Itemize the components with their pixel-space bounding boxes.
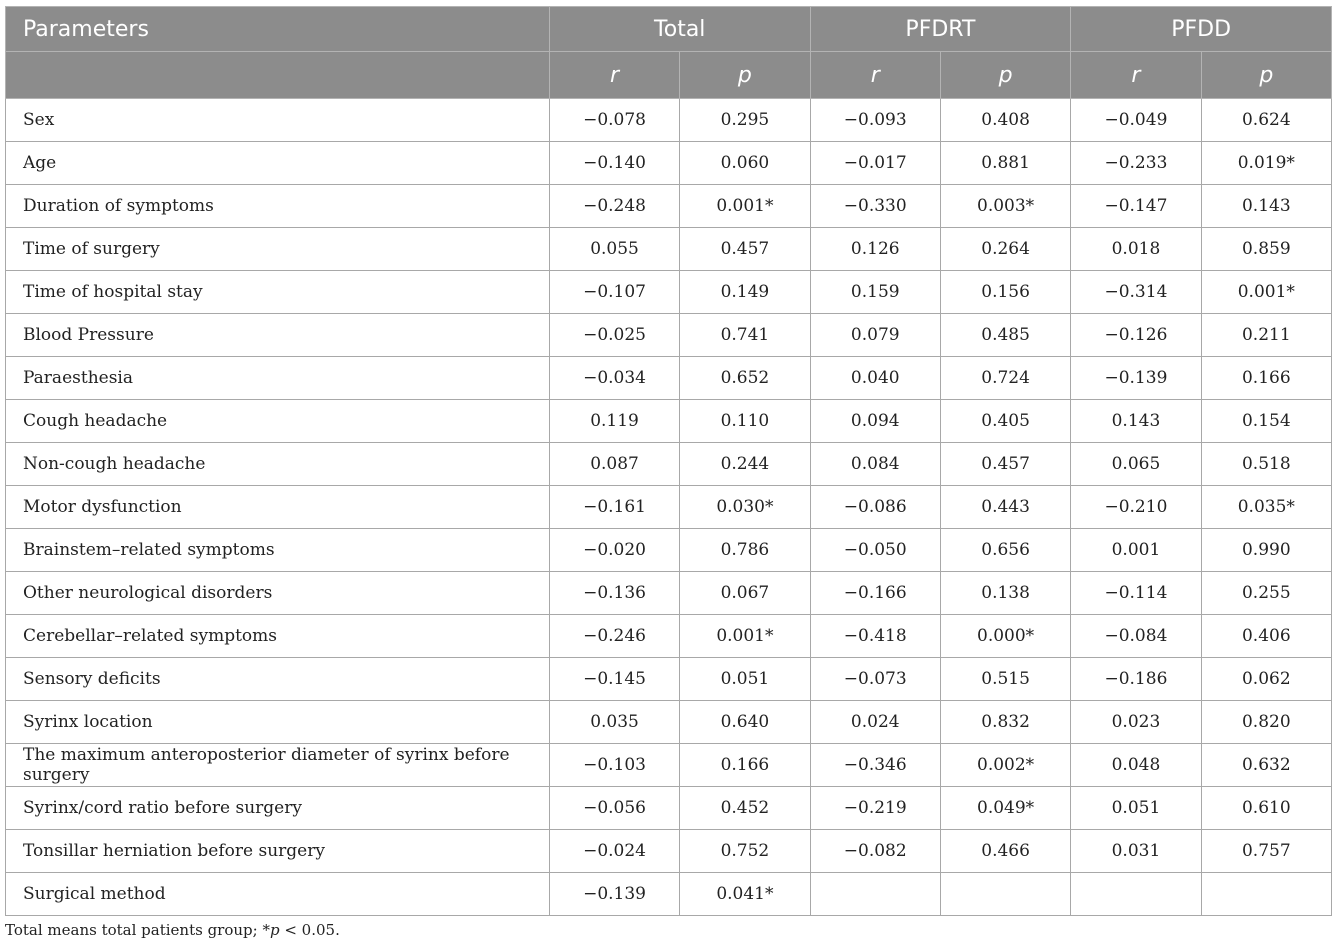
r-value-cell: −0.078	[549, 99, 679, 142]
r-value-cell: 0.040	[810, 357, 940, 400]
p-value-cell: 0.166	[680, 744, 810, 787]
table-row	[6, 658, 1332, 701]
p-value-cell: 0.035*	[1201, 486, 1331, 529]
r-value-cell: −0.418	[810, 615, 940, 658]
r-value-cell: 0.048	[1071, 744, 1201, 787]
r-value-cell: −0.210	[1071, 486, 1201, 529]
p-value-cell: 0.632	[1201, 744, 1331, 787]
table-row	[6, 830, 1332, 873]
r-value-cell: −0.086	[810, 486, 940, 529]
table-row	[6, 228, 1332, 271]
p-value-cell: 0.003*	[940, 185, 1070, 228]
p-value-cell: 0.832	[940, 701, 1070, 744]
p-value-cell: 0.518	[1201, 443, 1331, 486]
table-row	[6, 787, 1332, 830]
parameter-name-cell: Cough headache	[6, 400, 550, 443]
r-value-cell: 0.065	[1071, 443, 1201, 486]
r-value-cell: −0.093	[810, 99, 940, 142]
r-value-cell: 0.001	[1071, 529, 1201, 572]
header-row-groups	[6, 7, 1332, 52]
parameters-header: Parameters	[6, 7, 550, 52]
p-value-cell: 0.405	[940, 400, 1070, 443]
r-value-cell: −0.186	[1071, 658, 1201, 701]
r-value-cell	[1071, 873, 1201, 916]
table-row	[6, 400, 1332, 443]
p-value-cell: 0.406	[1201, 615, 1331, 658]
p-value-cell: 0.149	[680, 271, 810, 314]
p-value-cell: 0.295	[680, 99, 810, 142]
parameter-name-cell: The maximum anteroposterior diameter of syrinx before surgery	[6, 744, 550, 787]
r-value-cell: 0.035	[549, 701, 679, 744]
p-value-cell: 0.143	[1201, 185, 1331, 228]
table-row	[6, 701, 1332, 744]
p-value-cell: 0.001*	[680, 615, 810, 658]
parameter-name-cell: Age	[6, 142, 550, 185]
table-footnote	[5, 921, 340, 939]
r-value-cell: −0.139	[1071, 357, 1201, 400]
parameter-name-cell: Syrinx location	[6, 701, 550, 744]
p-value-cell: 0.610	[1201, 787, 1331, 830]
parameter-name-cell: Tonsillar herniation before surgery	[6, 830, 550, 873]
r-value-cell: 0.024	[810, 701, 940, 744]
parameter-name-cell: Sex	[6, 99, 550, 142]
group-header-pfdrt: PFDRT	[810, 7, 1071, 52]
p-value-cell: 0.211	[1201, 314, 1331, 357]
table-row	[6, 529, 1332, 572]
p-value-cell: 0.640	[680, 701, 810, 744]
p-value-cell: 0.859	[1201, 228, 1331, 271]
r-value-cell: 0.051	[1071, 787, 1201, 830]
parameter-name-cell: Paraesthesia	[6, 357, 550, 400]
r-value-cell: 0.159	[810, 271, 940, 314]
results-table	[5, 6, 1332, 916]
p-value-cell: 0.110	[680, 400, 810, 443]
r-value-cell: 0.087	[549, 443, 679, 486]
p-value-cell: 0.067	[680, 572, 810, 615]
p-value-cell: 0.049*	[940, 787, 1070, 830]
parameter-name-cell: Brainstem–related symptoms	[6, 529, 550, 572]
parameter-name-cell: Duration of symptoms	[6, 185, 550, 228]
p-value-cell: 0.457	[940, 443, 1070, 486]
r-value-cell: −0.114	[1071, 572, 1201, 615]
r-value-cell: −0.248	[549, 185, 679, 228]
table-row	[6, 486, 1332, 529]
p-value-cell: 0.457	[680, 228, 810, 271]
table-row	[6, 142, 1332, 185]
r-value-cell: −0.246	[549, 615, 679, 658]
r-value-cell: −0.082	[810, 830, 940, 873]
p-value-cell	[940, 873, 1070, 916]
p-value-cell: 0.757	[1201, 830, 1331, 873]
r-value-cell: −0.346	[810, 744, 940, 787]
r-value-cell: −0.219	[810, 787, 940, 830]
r-value-cell: −0.161	[549, 486, 679, 529]
r-value-cell: −0.103	[549, 744, 679, 787]
r-value-cell: −0.166	[810, 572, 940, 615]
subcol-header: r	[810, 52, 940, 99]
table-body	[6, 99, 1332, 916]
table-row	[6, 99, 1332, 142]
p-value-cell: 0.051	[680, 658, 810, 701]
table-row	[6, 314, 1332, 357]
p-value-cell: 0.000*	[940, 615, 1070, 658]
p-value-cell: 0.255	[1201, 572, 1331, 615]
r-value-cell: 0.094	[810, 400, 940, 443]
r-value-cell: −0.017	[810, 142, 940, 185]
p-value-cell: 0.001*	[680, 185, 810, 228]
r-value-cell: −0.025	[549, 314, 679, 357]
footnote-p: p	[269, 921, 280, 939]
p-value-cell: 0.656	[940, 529, 1070, 572]
parameter-name-cell: Non-cough headache	[6, 443, 550, 486]
table-row	[6, 873, 1332, 916]
r-value-cell: 0.031	[1071, 830, 1201, 873]
p-value-cell: 0.030*	[680, 486, 810, 529]
p-value-cell: 0.820	[1201, 701, 1331, 744]
p-value-cell: 0.652	[680, 357, 810, 400]
parameter-name-cell: Time of surgery	[6, 228, 550, 271]
parameter-name-cell: Motor dysfunction	[6, 486, 550, 529]
parameter-name-cell: Sensory deficits	[6, 658, 550, 701]
subcol-header: p	[680, 52, 810, 99]
footnote-text: Total means total patients group; *	[5, 921, 270, 939]
p-value-cell: 0.001*	[1201, 271, 1331, 314]
p-value-cell: 0.002*	[940, 744, 1070, 787]
r-value-cell: −0.147	[1071, 185, 1201, 228]
p-value-cell: 0.154	[1201, 400, 1331, 443]
r-value-cell	[810, 873, 940, 916]
parameter-name-cell: Other neurological disorders	[6, 572, 550, 615]
table-row	[6, 443, 1332, 486]
r-value-cell: −0.126	[1071, 314, 1201, 357]
parameter-name-cell: Cerebellar–related symptoms	[6, 615, 550, 658]
r-value-cell: −0.084	[1071, 615, 1201, 658]
r-value-cell: 0.126	[810, 228, 940, 271]
r-value-cell: −0.056	[549, 787, 679, 830]
p-value-cell: 0.466	[940, 830, 1070, 873]
r-value-cell: −0.034	[549, 357, 679, 400]
r-value-cell: −0.145	[549, 658, 679, 701]
p-value-cell: 0.443	[940, 486, 1070, 529]
p-value-cell: 0.741	[680, 314, 810, 357]
table-row	[6, 357, 1332, 400]
group-header-total: Total	[549, 7, 810, 52]
parameters-subheader-empty	[6, 52, 550, 99]
r-value-cell: 0.143	[1071, 400, 1201, 443]
p-value-cell: 0.156	[940, 271, 1070, 314]
r-value-cell: −0.136	[549, 572, 679, 615]
p-value-cell: 0.166	[1201, 357, 1331, 400]
r-value-cell: −0.073	[810, 658, 940, 701]
r-value-cell: −0.314	[1071, 271, 1201, 314]
p-value-cell: 0.990	[1201, 529, 1331, 572]
subcol-header: r	[1071, 52, 1201, 99]
p-value-cell: 0.752	[680, 830, 810, 873]
group-header-pfdd: PFDD	[1071, 7, 1332, 52]
r-value-cell: −0.233	[1071, 142, 1201, 185]
p-value-cell: 0.019*	[1201, 142, 1331, 185]
r-value-cell: 0.023	[1071, 701, 1201, 744]
p-value-cell	[1201, 873, 1331, 916]
r-value-cell: 0.119	[549, 400, 679, 443]
p-value-cell: 0.060	[680, 142, 810, 185]
subcol-header: p	[1201, 52, 1331, 99]
r-value-cell: −0.050	[810, 529, 940, 572]
parameter-name-cell: Blood Pressure	[6, 314, 550, 357]
r-value-cell: −0.140	[549, 142, 679, 185]
table-row	[6, 744, 1332, 787]
r-value-cell: 0.055	[549, 228, 679, 271]
table-row	[6, 271, 1332, 314]
p-value-cell: 0.244	[680, 443, 810, 486]
p-value-cell: 0.041*	[680, 873, 810, 916]
r-value-cell: 0.079	[810, 314, 940, 357]
p-value-cell: 0.485	[940, 314, 1070, 357]
parameter-name-cell: Surgical method	[6, 873, 550, 916]
p-value-cell: 0.062	[1201, 658, 1331, 701]
p-value-cell: 0.515	[940, 658, 1070, 701]
parameter-name-cell: Syrinx/cord ratio before surgery	[6, 787, 550, 830]
p-value-cell: 0.408	[940, 99, 1070, 142]
p-value-cell: 0.264	[940, 228, 1070, 271]
p-value-cell: 0.724	[940, 357, 1070, 400]
r-value-cell: −0.330	[810, 185, 940, 228]
r-value-cell: 0.084	[810, 443, 940, 486]
r-value-cell: 0.018	[1071, 228, 1201, 271]
table-row	[6, 185, 1332, 228]
subcol-header: r	[549, 52, 679, 99]
subcol-header: p	[940, 52, 1070, 99]
r-value-cell: −0.107	[549, 271, 679, 314]
table-row	[6, 615, 1332, 658]
r-value-cell: −0.024	[549, 830, 679, 873]
p-value-cell: 0.624	[1201, 99, 1331, 142]
r-value-cell: −0.139	[549, 873, 679, 916]
table-row	[6, 572, 1332, 615]
p-value-cell: 0.452	[680, 787, 810, 830]
footnote-condition: < 0.05.	[279, 921, 340, 939]
r-value-cell: −0.020	[549, 529, 679, 572]
p-value-cell: 0.138	[940, 572, 1070, 615]
r-value-cell: −0.049	[1071, 99, 1201, 142]
parameter-name-cell: Time of hospital stay	[6, 271, 550, 314]
p-value-cell: 0.786	[680, 529, 810, 572]
p-value-cell: 0.881	[940, 142, 1070, 185]
header-row-subcols	[6, 52, 1332, 99]
